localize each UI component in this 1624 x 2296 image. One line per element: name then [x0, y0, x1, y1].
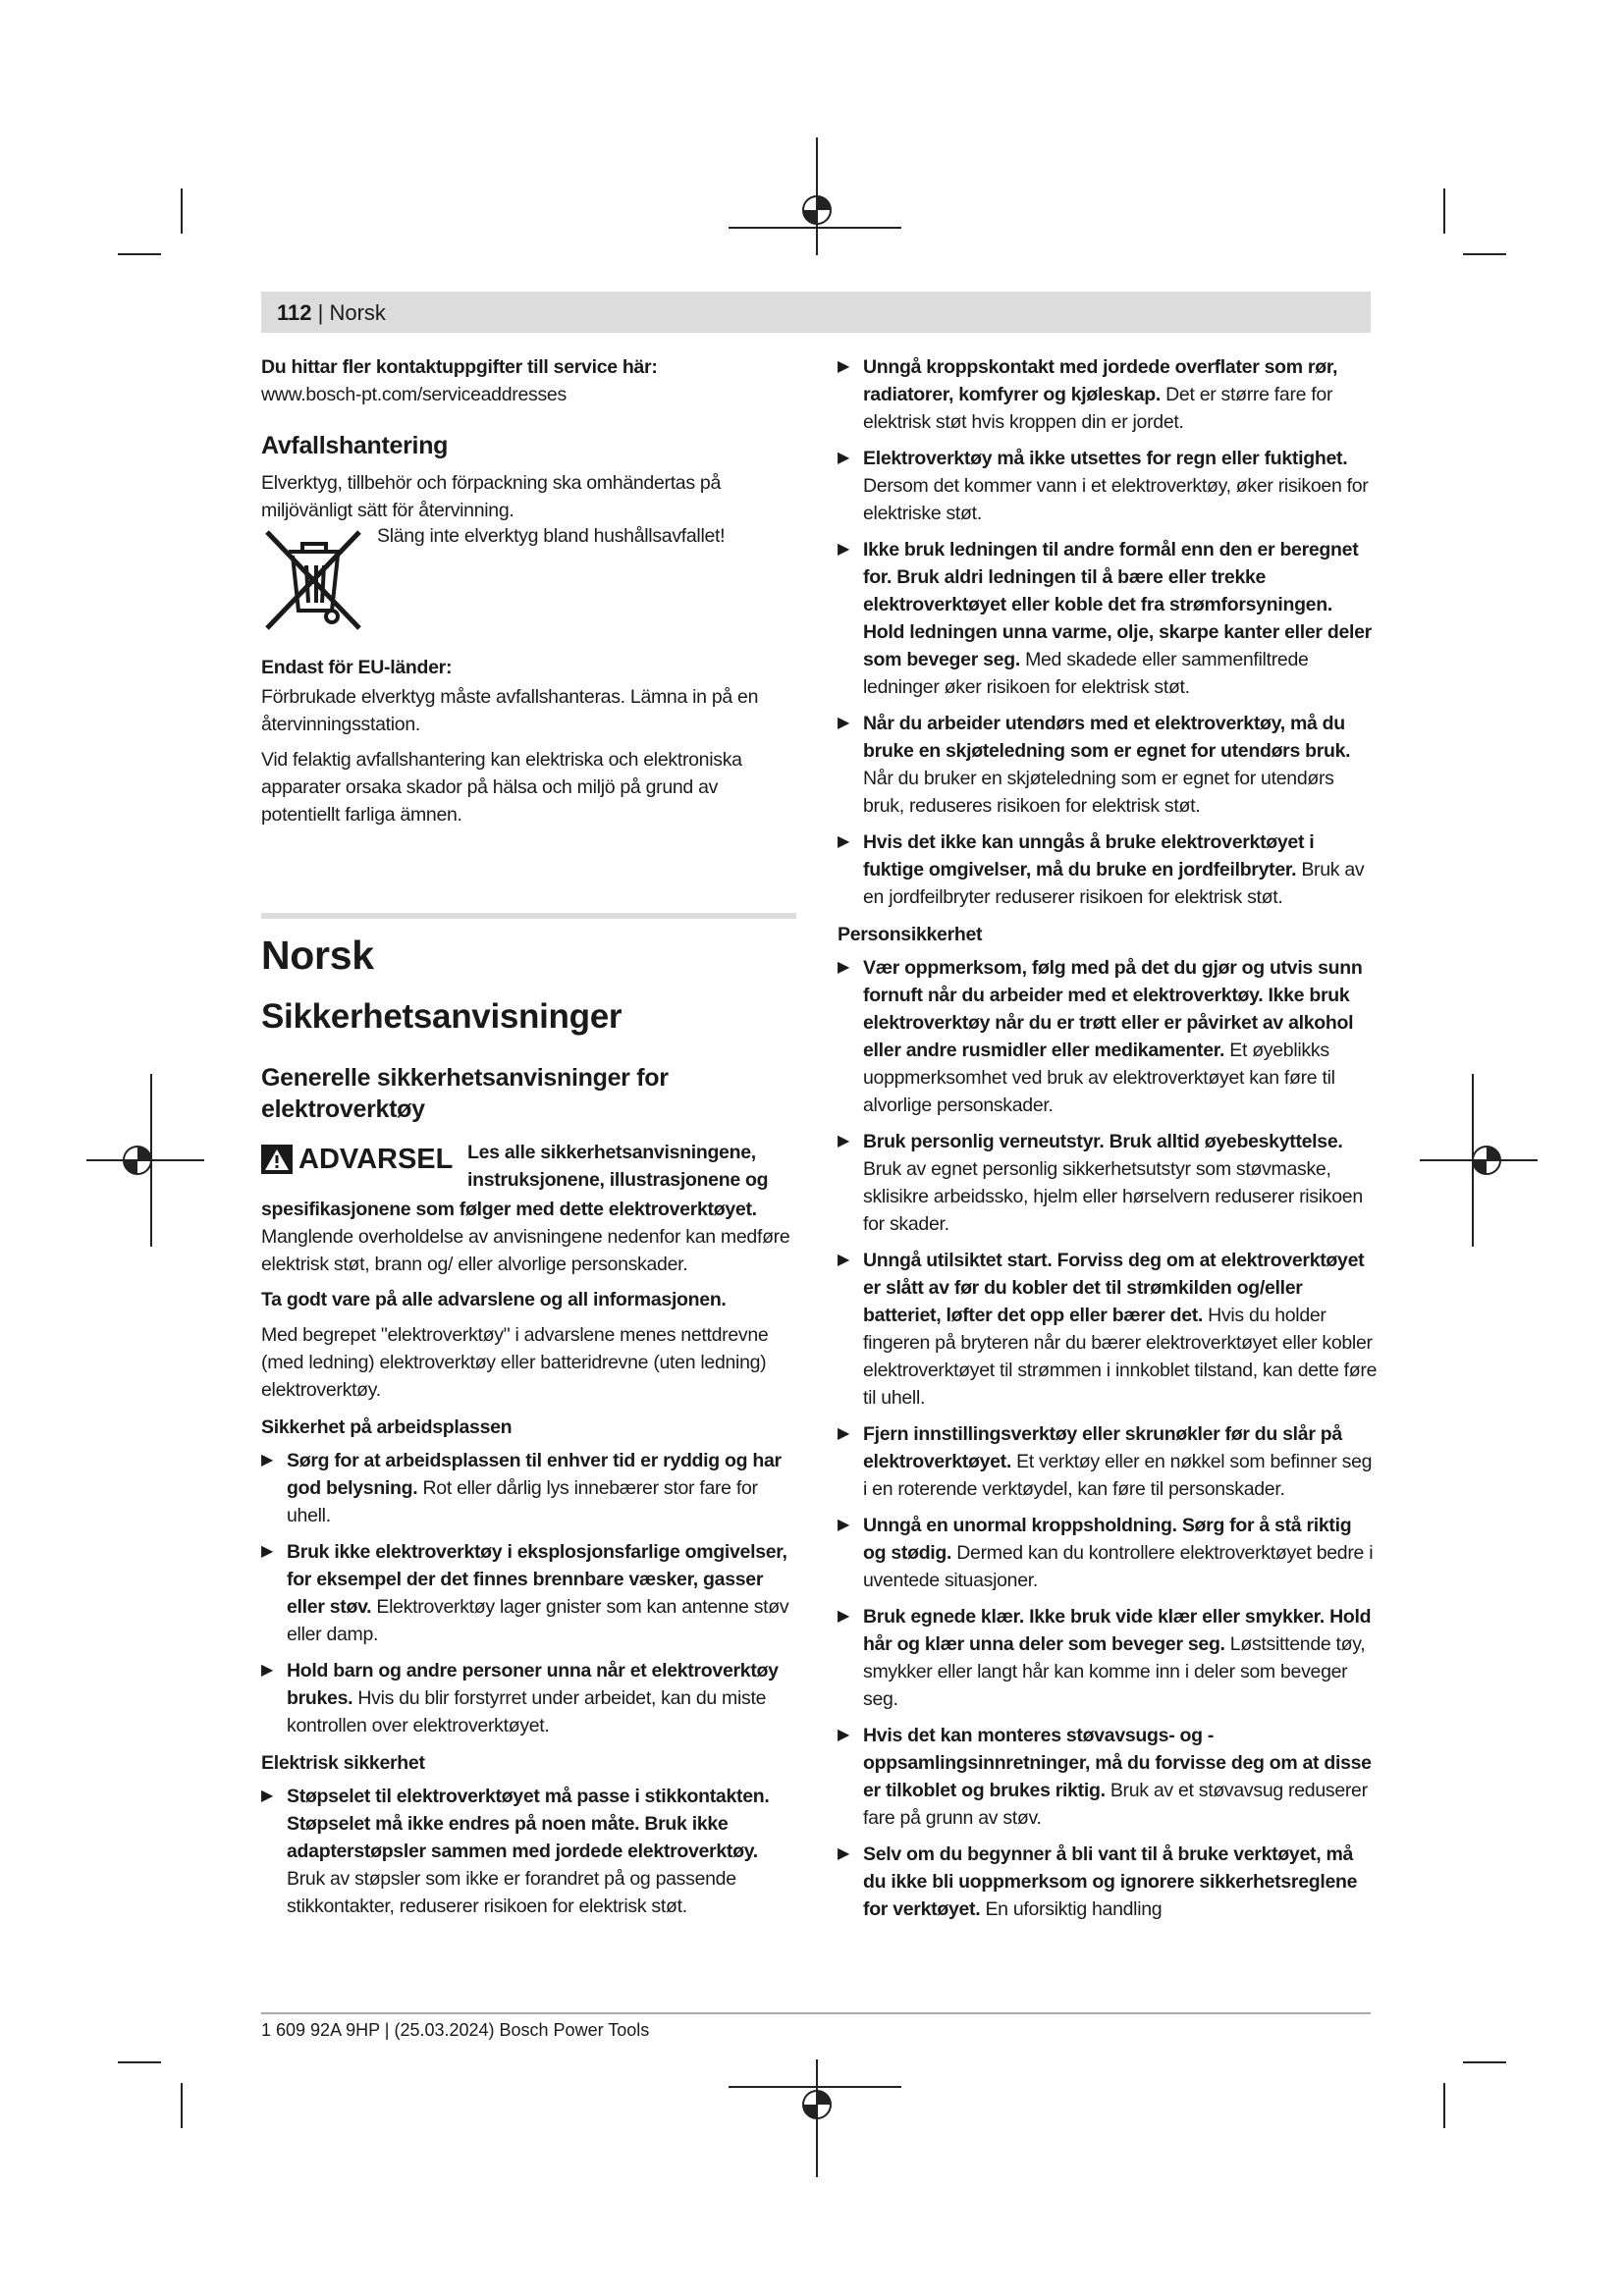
- bullet-arrow-icon: ▶: [838, 833, 850, 850]
- list-item: [261, 1447, 796, 1529]
- crop-mark: [1443, 188, 1445, 234]
- electrical-list-cont: [838, 353, 1378, 911]
- list-item-bold: Bruk ikke elektroverktøy i eksplosjonsfarlige omgivelser, for eksempel der det finnes brennbare væsker, gasser eller støv.: [287, 1541, 787, 1618]
- registration-mark-top-icon: [729, 137, 901, 255]
- list-item-text: Hvis du holder fingeren på bryteren når du bærer elektroverktøyet eller kobler elektroverktøyet til strømmen i innkoblet tilstand, kan dette føre til uhell.: [863, 1305, 1378, 1409]
- registration-mark-right-icon: [1420, 1074, 1538, 1247]
- list-item-text: Dermed kan du kontrollere elektroverktøyet bedre i uventede situasjoner.: [863, 1542, 1374, 1591]
- bullet-arrow-icon: ▶: [261, 1788, 274, 1804]
- list-item-bold: Bruk personlig verneutstyr. Bruk alltid øyebeskyttelse.: [863, 1131, 1343, 1152]
- eu-paragraph-1: Förbrukade elverktyg måste avfallshanteras. Lämna in på en återvinningsstation.: [261, 686, 759, 735]
- list-item-text: Hvis du blir forstyrret under arbeidet, kan du miste kontrollen over elektroverktøyet.: [287, 1687, 767, 1736]
- list-item: [838, 536, 1378, 701]
- crop-mark: [1463, 2061, 1506, 2063]
- electrical-list: [261, 1783, 796, 1920]
- header-separator: |: [311, 300, 330, 325]
- list-item-text: Et øyeblikks uoppmerksomhet ved bruk av elektroverktøyet kan føre til alvorlige personskader.: [863, 1040, 1335, 1116]
- header-bar: [261, 292, 1371, 333]
- bullet-arrow-icon: ▶: [838, 1517, 850, 1533]
- list-item-text: Bruk av støpsler som ikke er forandret på og passende stikkontakter, reduserer risikoen for elektrisk støt.: [287, 1868, 736, 1917]
- list-item-text: Dersom det kommer vann i et elektroverktøy, øker risikoen for elektriske støt.: [863, 475, 1369, 524]
- list-item: [261, 1538, 796, 1648]
- bullet-arrow-icon: ▶: [838, 1133, 850, 1149]
- list-item-text: Det er større fare for elektrisk støt hvis kroppen din er jordet.: [863, 384, 1333, 433]
- list-item: [838, 445, 1378, 527]
- bullet-arrow-icon: ▶: [261, 1662, 274, 1679]
- list-item-text: Med skadede eller sammenfiltrede ledninger øker risikoen for elektrisk støt.: [863, 649, 1309, 698]
- weee-text: Släng inte elverktyg bland hushållsavfallet!: [377, 525, 726, 547]
- list-item-text: En uforsiktig handling: [980, 1898, 1163, 1920]
- list-item-bold: Hold barn og andre personer unna når et elektroverktøy brukes.: [287, 1660, 779, 1709]
- list-item-text: Et verktøy eller en nøkkel som befinner seg i en roterende verktøydel, kan føre til personskader.: [863, 1451, 1373, 1500]
- bullet-arrow-icon: ▶: [261, 1452, 274, 1468]
- list-item-bold: Elektroverktøy må ikke utsettes for regn eller fuktighet.: [863, 448, 1348, 469]
- right-column: [838, 353, 1378, 1932]
- crossed-out-wheelie-bin-icon: [261, 526, 367, 634]
- warning-label: ADVARSEL: [298, 1144, 454, 1175]
- footer-divider: [261, 2012, 1371, 2014]
- contact-url: www.bosch-pt.com/serviceaddresses: [261, 384, 567, 405]
- waste-paragraph: Elverktyg, tillbehör och förpackning ska omhändertas på miljövänligt sätt för återvinning.: [261, 472, 722, 521]
- crop-mark: [118, 253, 161, 255]
- list-item: [838, 954, 1378, 1119]
- list-item-text: Elektroverktøy lager gnister som kan antenne støv eller damp.: [287, 1596, 789, 1645]
- list-item: [838, 1841, 1378, 1923]
- list-item-bold: Når du arbeider utendørs med et elektroverktøy, må du bruke en skjøteledning som er egnet for utendørs bruk.: [863, 713, 1351, 762]
- contact-heading: Du hittar fler kontaktuppgifter till service här:: [261, 356, 658, 378]
- list-item: [261, 1783, 796, 1920]
- list-item: [838, 1722, 1378, 1832]
- safety-title: Sikkerhetsanvisninger: [261, 997, 623, 1036]
- workplace-heading: Sikkerhet på arbeidsplassen: [261, 1416, 513, 1438]
- bullet-arrow-icon: ▶: [838, 1845, 850, 1862]
- bullet-arrow-icon: ▶: [261, 1543, 274, 1560]
- waste-heading: Avfallshantering: [261, 432, 449, 459]
- list-item: [261, 1657, 796, 1739]
- general-safety-title: Generelle sikkerhetsanvisninger for elektroverktøy: [261, 1064, 669, 1123]
- list-item-bold: Unngå utilsiktet start. Forviss deg om at elektroverktøyet er slått av før du kobler det til strømkilden og/eller batteriet, løfter det opp eller bærer det.: [863, 1250, 1365, 1326]
- list-item: [838, 1603, 1378, 1713]
- list-item-bold: Støpselet til elektroverktøyet må passe i stikkontakten. Støpselet må ikke endres på noen måte. Bruk ikke adapterstøpsler sammen med jordede elektroverktøy.: [287, 1786, 770, 1862]
- bullet-arrow-icon: ▶: [838, 450, 850, 466]
- list-item: [838, 710, 1378, 820]
- warning-bold-intro: Les alle sikkerhetsanvisningene, instruksjonene, illustrasjonene og: [467, 1142, 769, 1191]
- bullet-arrow-icon: ▶: [838, 1425, 850, 1442]
- crop-mark: [1463, 253, 1506, 255]
- list-item-text: Bruk av en jordfeilbryter reduserer risikoen for elektrisk støt.: [863, 859, 1365, 908]
- list-item-text: Bruk av et støvavsug reduserer fare på grunn av støv.: [863, 1780, 1368, 1829]
- bullet-arrow-icon: ▶: [838, 541, 850, 558]
- list-item: [838, 1420, 1378, 1503]
- list-item: [838, 828, 1378, 911]
- crop-mark: [181, 188, 183, 234]
- page-footer: 1 609 92A 9HP | (25.03.2024) Bosch Power Tools: [261, 2020, 650, 2040]
- warning-normal: Manglende overholdelse av anvisningene nedenfor kan medføre elektrisk støt, brann og/ eller alvorlige personskader.: [261, 1226, 790, 1275]
- page-number: 112: [277, 300, 312, 325]
- bullet-arrow-icon: ▶: [838, 1252, 850, 1268]
- crop-mark: [118, 2061, 161, 2063]
- list-item: [838, 353, 1378, 436]
- section-divider: [261, 913, 796, 919]
- list-item-text: Løstsittende tøy, smykker eller langt hår kan komme inn i deler som beveger seg.: [863, 1633, 1366, 1710]
- crop-mark: [181, 2083, 183, 2128]
- bullet-arrow-icon: ▶: [838, 358, 850, 375]
- warning-triangle-icon: [261, 1145, 293, 1174]
- bullet-arrow-icon: ▶: [838, 715, 850, 731]
- list-item-text: Rot eller dårlig lys innebærer stor fare for uhell.: [287, 1477, 758, 1526]
- personal-list: [838, 954, 1378, 1923]
- list-item: [838, 1512, 1378, 1594]
- personal-heading: Personsikkerhet: [838, 924, 983, 945]
- electrical-heading: Elektrisk sikkerhet: [261, 1752, 425, 1774]
- list-item-bold: Ikke bruk ledningen til andre formål enn den er beregnet for. Bruk aldri ledningen til å bære eller trekke elektroverktøyet eller koble det fra strømforsyningen. Hold ledningen unna varme, olje, skarpe kanter eller deler som beveger seg.: [863, 539, 1372, 670]
- registration-mark-left-icon: [86, 1074, 204, 1247]
- list-item: [838, 1247, 1378, 1412]
- warning-bold-cont: spesifikasjonene som følger med dette elektroverktøyet.: [261, 1199, 757, 1220]
- warning-row: [261, 1139, 796, 1196]
- list-item-bold: Unngå en unormal kroppsholdning. Sørg for å stå riktig og stødig.: [863, 1515, 1352, 1564]
- workplace-list: [261, 1447, 796, 1739]
- bullet-arrow-icon: ▶: [838, 1608, 850, 1625]
- bullet-arrow-icon: ▶: [838, 959, 850, 976]
- keep-instructions: Ta godt vare på alle advarslene og all informasjonen.: [261, 1289, 727, 1310]
- list-item-text: Bruk av egnet personlig sikkerhetsutstyr som støvmaske, sklisikre arbeidssko, hjelm eller hørselvern reduserer risikoen for skader.: [863, 1158, 1363, 1235]
- warning-paragraph: [261, 1196, 796, 1278]
- bullet-arrow-icon: ▶: [838, 1727, 850, 1743]
- warning-badge: [261, 1145, 453, 1174]
- registration-mark-bottom-icon: [729, 2059, 901, 2177]
- header-language: Norsk: [329, 300, 386, 325]
- list-item-bold: Vær oppmerksom, følg med på det du gjør og utvis sunn fornuft når du arbeider med et elektroverktøy. Ikke bruk elektroverktøy når du er trøtt eller er påvirket av alkohol eller andre rusmidler eller medikamenter.: [863, 957, 1363, 1061]
- eu-paragraph-2: Vid felaktig avfallshantering kan elektriska och elektroniska apparater orsaka skador på hälsa och miljö på grund av potentiellt farliga ämnen.: [261, 749, 742, 826]
- list-item-bold: Hvis det ikke kan unngås å bruke elektroverktøyet i fuktige omgivelser, må du bruke en jordfeilbryter.: [863, 831, 1315, 881]
- list-item-bold: Hvis det kan monteres støvavsugs- og -oppsamlingsinnretninger, må du forvisse deg om at disse er tilkoblet og brukes riktig.: [863, 1725, 1372, 1801]
- list-item-bold: Sørg for at arbeidsplassen til enhver tid er ryddig og har god belysning.: [287, 1450, 782, 1499]
- page-header: [277, 300, 386, 326]
- language-title: Norsk: [261, 933, 374, 978]
- list-item-bold: Bruk egnede klær. Ikke bruk vide klær eller smykker. Hold hår og klær unna deler som beveger seg.: [863, 1606, 1372, 1655]
- term-definition: Med begrepet "elektroverktøy" i advarslene menes nettdrevne (med ledning) elektroverktøy eller batteridrevne (uten ledning) elektroverktøy.: [261, 1324, 769, 1401]
- left-column: [261, 353, 796, 1929]
- list-item-text: Når du bruker en skjøteledning som er egnet for utendørs bruk, reduseres risikoen for elektrisk støt.: [863, 768, 1334, 817]
- crop-mark: [1443, 2083, 1445, 2128]
- list-item: [838, 1128, 1378, 1238]
- weee-row: [261, 522, 796, 638]
- list-item-bold: Selv om du begynner å bli vant til å bruke verktøyet, må du ikke bli uoppmerksom og ignorere sikkerhetsreglene for verktøyet.: [863, 1843, 1358, 1920]
- list-item-bold: Unngå kroppskontakt med jordede overflater som rør, radiatorer, komfyrer og kjøleskap.: [863, 356, 1338, 405]
- list-item-bold: Fjern innstillingsverktøy eller skrunøkler før du slår på elektroverktøyet.: [863, 1423, 1342, 1472]
- eu-heading: Endast för EU-länder:: [261, 657, 453, 678]
